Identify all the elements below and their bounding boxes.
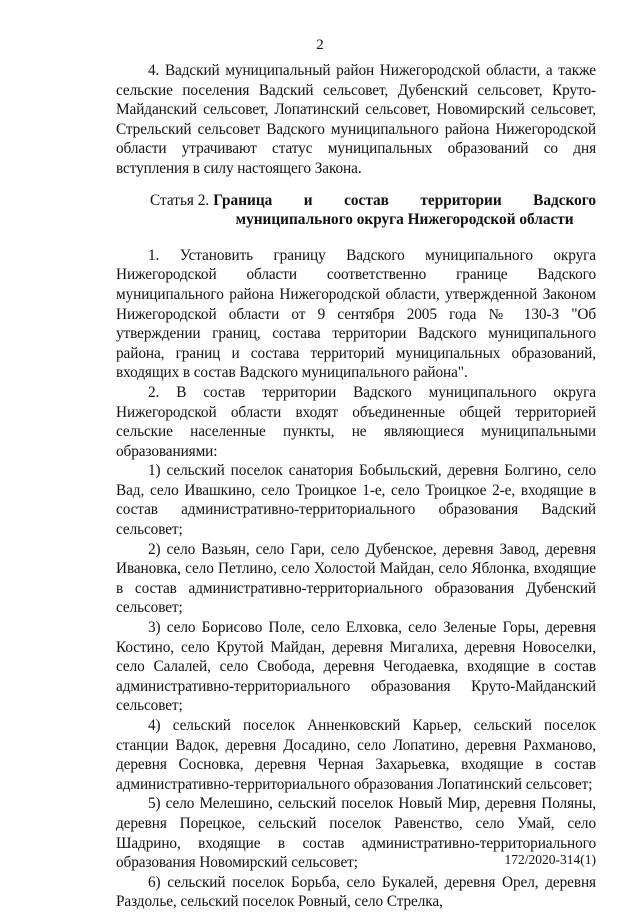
list-item-2: 2) село Вазьян, село Гари, село Дубенское, деревня Завод, деревня Ивановка, село Петлино, село Холостой Майдан, село Яблонка, входящие в состав административно-территориального образования Дубенский сельсовет; xyxy=(116,540,596,617)
article-heading xyxy=(116,191,596,230)
page-number: 2 xyxy=(316,37,324,53)
list-item-6: 6) сельский поселок Борьба, село Букалей, деревня Орел, деревня Раздолье, сельский поселок Ровный, село Стрелка, xyxy=(116,873,596,911)
document-code: 172/2020-314(1) xyxy=(504,852,596,867)
list-item-1: 1) сельский поселок санатория Бобыльский, деревня Болгино, село Вад, село Ивашкино, село Троицкое 1-е, село Троицкое 2-е, входящие в состав административно-территориального образования Вадский сельсовет; xyxy=(116,462,596,539)
list-item-5: 5) село Мелешино, сельский поселок Новый Мир, деревня Поляны, деревня Порецкое, сельский поселок Равенство, село Умай, село Шадрино, входящие в состав административно-территориального образования Новомирский сельсовет; xyxy=(116,795,596,872)
list-item-3: 3) село Борисово Поле, село Елховка, село Зеленые Горы, деревня Костино, село Крутой Майдан, деревня Мигалиха, деревня Новоселки, село Салалей, село Свобода, деревня Чегодаевка, входящие в состав административно-территориального образования Круто-Майданский сельсовет; xyxy=(116,619,596,715)
paragraph-section-4: 4. Вадский муниципальный район Нижегородской области, а также сельские поселения Вадский сельсовет, Дубенский сельсовет, Круто-Майданский сельсовет, Лопатинский сельсовет, Новомирский сельсовет, Стрельский сельсовет Вадского муниципального района Нижегородской области утрачивают статус муниципальных образований со дня вступления в силу настоящего Закона. xyxy=(116,62,596,177)
paragraph-item-2: 2. В состав территории Вадского муниципального округа Нижегородской области входят объединенные общей территорией сельские населенные пункты, не являющиеся муниципальными образованиями: xyxy=(116,383,596,460)
list-item-4: 4) сельский поселок Анненковский Карьер, сельский поселок станции Вадок, деревня Досадино, село Лопатино, деревня Рахманово, деревня Сосновка, деревня Черная Захарьевка, входящие в состав административно-территориального образования Лопатинский сельсовет; xyxy=(116,717,596,793)
article-number: Статья 2. xyxy=(150,191,210,209)
paragraph-item-1: 1. Установить границу Вадского муниципального округа Нижегородской области соответственно границе Вадского муниципального района Нижегородской области, утвержденной Законом Нижегородской области от 9 сентября 2005 года № 130-З "Об утверждении границ, состава территории Вадского муниципального района, границ и состава территорий муниципальных образований, входящих в состав Вадского муниципального района". xyxy=(116,246,596,382)
document-body xyxy=(116,61,596,912)
article-title: Граница и состав территории Вадского муниципального округа Нижегородской области xyxy=(213,191,596,229)
